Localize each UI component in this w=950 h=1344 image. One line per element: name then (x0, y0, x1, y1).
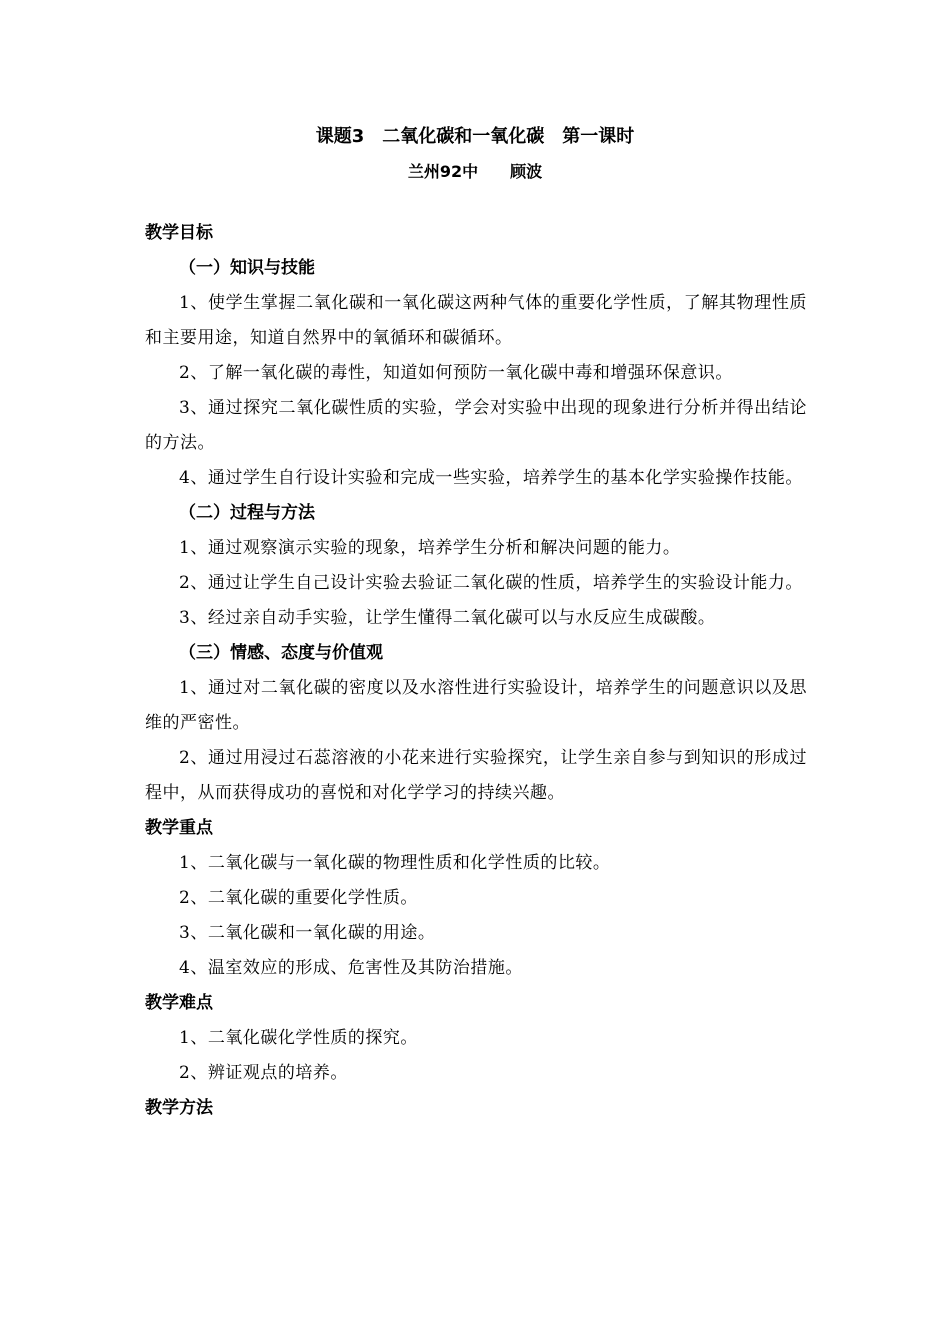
paragraph: 2、辨证观点的培养。 (179, 1063, 348, 1083)
paragraph: 3、二氧化碳和一氧化碳的用途。 (179, 923, 436, 943)
document-body (145, 216, 807, 1126)
paragraph: 4、通过学生自行设计实验和完成一些实验，培养学生的基本化学实验操作技能。 (179, 468, 803, 488)
paragraph: 2、通过让学生自己设计实验去验证二氧化碳的性质，培养学生的实验设计能力。 (179, 573, 803, 593)
paragraph: 4、温室效应的形成、危害性及其防治措施。 (179, 958, 523, 978)
subsection-heading-process: （二）过程与方法 (179, 503, 315, 523)
paragraph: 1、二氧化碳化学性质的探究。 (179, 1028, 418, 1048)
paragraph: 1、通过对二氧化碳的密度以及水溶性进行实验设计，培养学生的问题意识以及思维的严密性。 (145, 678, 807, 733)
subsection-heading-values: （三）情感、态度与价值观 (179, 643, 383, 663)
document-author: 兰州92中 顾波 (407, 162, 543, 181)
section-heading-methods: 教学方法 (145, 1098, 213, 1118)
paragraph: 1、通过观察演示实验的现象，培养学生分析和解决问题的能力。 (179, 538, 681, 558)
paragraph: 2、通过用浸过石蕊溶液的小花来进行实验探究，让学生亲自参与到知识的形成过程中，从而获得成功的喜悦和对化学学习的持续兴趣。 (145, 748, 807, 803)
subsection-heading-knowledge: （一）知识与技能 (179, 258, 315, 278)
paragraph: 1、使学生掌握二氧化碳和一氧化碳这两种气体的重要化学性质，了解其物理性质和主要用途，知道自然界中的氧循环和碳循环。 (145, 293, 807, 348)
paragraph: 2、二氧化碳的重要化学性质。 (179, 888, 418, 908)
paragraph: 3、通过探究二氧化碳性质的实验，学会对实验中出现的现象进行分析并得出结论的方法。 (145, 398, 807, 453)
document-title: 课题3 二氧化碳和一氧化碳 第一课时 (315, 126, 635, 147)
paragraph: 2、了解一氧化碳的毒性，知道如何预防一氧化碳中毒和增强环保意识。 (179, 363, 733, 383)
section-heading-difficulties: 教学难点 (145, 993, 213, 1013)
section-heading-objectives: 教学目标 (145, 223, 213, 243)
section-heading-key-points: 教学重点 (145, 818, 213, 838)
paragraph: 3、经过亲自动手实验，让学生懂得二氧化碳可以与水反应生成碳酸。 (179, 608, 716, 628)
paragraph: 1、二氧化碳与一氧化碳的物理性质和化学性质的比较。 (179, 853, 611, 873)
